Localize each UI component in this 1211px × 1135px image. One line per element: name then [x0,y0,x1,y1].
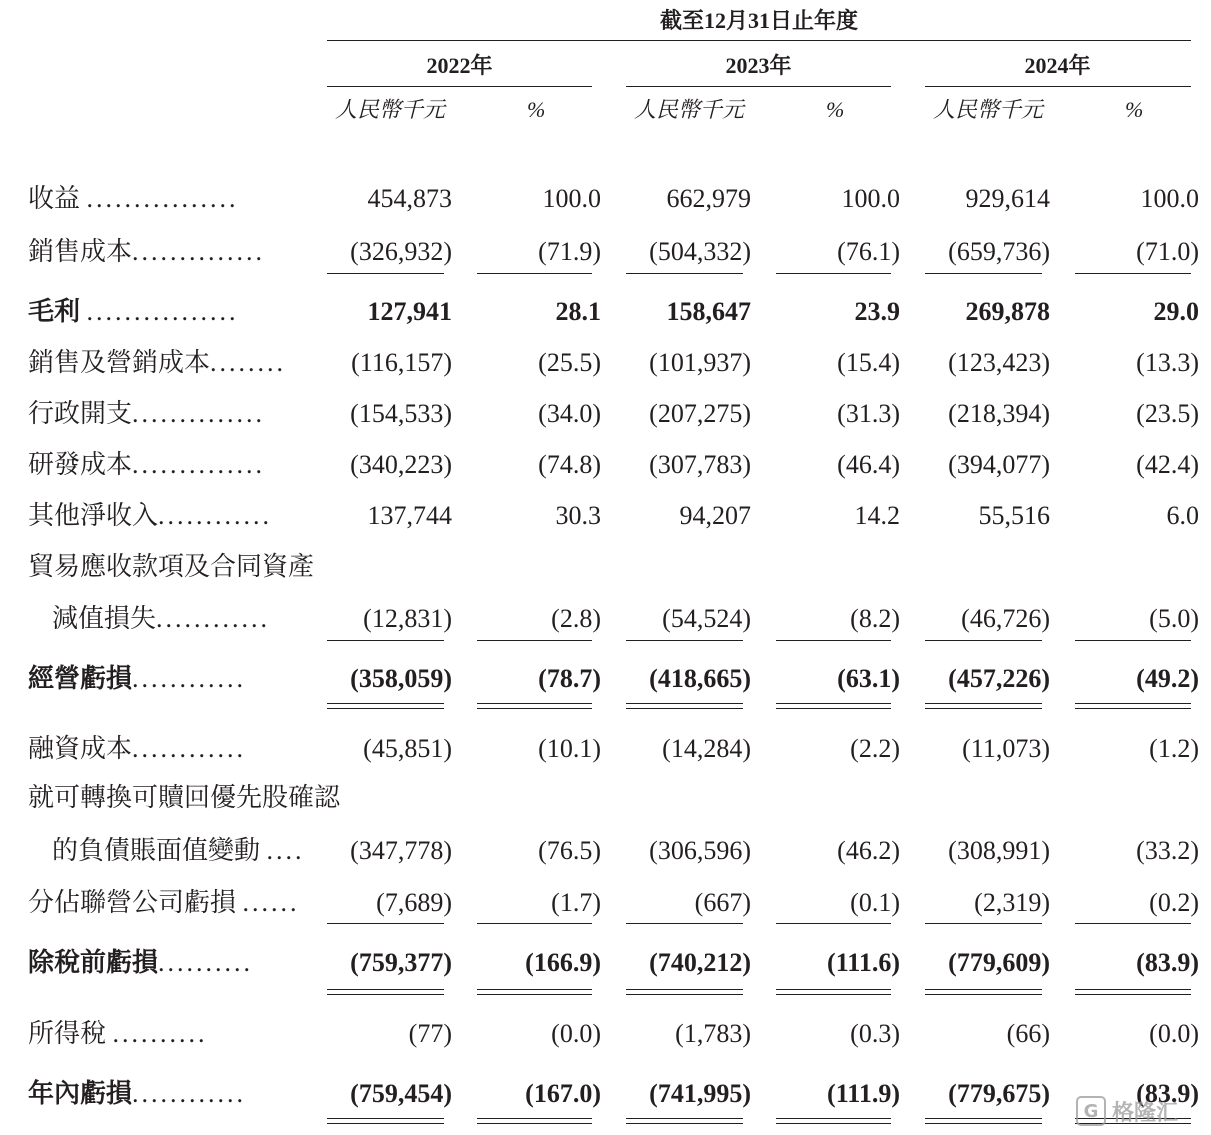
double-underline [327,1118,444,1119]
cell-pct-2023: (0.3) [850,1019,900,1048]
year-rule [327,86,592,87]
single-underline [477,273,592,274]
row-label-cost-of-sales: 銷售成本.............. [28,237,266,266]
cell-rmb-2023: (1,783) [675,1019,751,1048]
cell-pct-2022: (71.9) [538,237,601,266]
cell-rmb-2023: (667) [694,888,751,917]
row-label-preferred-shares-line2: 的負債賬面值變動 .... [52,836,305,865]
single-underline [477,923,592,924]
row-label-share-of-associates: 分佔聯營公司虧損 ...... [28,888,300,917]
cell-pct-2022: 28.1 [555,297,601,326]
double-underline [477,994,592,995]
single-underline [477,640,592,641]
cell-rmb-2024: (123,423) [948,348,1050,377]
double-underline [626,703,743,704]
row-label-impairment-line1: 貿易應收款項及合同資產 [28,552,315,581]
cell-rmb-2022: (358,059) [350,664,452,693]
cell-pct-2024: (23.5) [1136,399,1199,428]
single-underline [925,640,1042,641]
single-underline [1075,273,1191,274]
cell-pct-2022: (166.9) [525,948,601,977]
row-label-other-net-income: 其他淨收入............ [28,501,273,530]
double-underline [776,703,891,704]
double-underline [1075,708,1191,709]
cell-pct-2022: (25.5) [538,348,601,377]
cell-pct-2022: 100.0 [542,184,601,213]
double-underline [626,708,743,709]
watermark-logo-icon: G [1076,1096,1106,1126]
cell-pct-2022: (0.0) [551,1019,601,1048]
double-underline [626,1118,743,1119]
cell-rmb-2023: (741,995) [649,1079,751,1108]
double-underline [327,1123,444,1124]
cell-pct-2022: (2.8) [551,604,601,633]
year-rule [925,86,1191,87]
single-underline [1075,640,1191,641]
cell-pct-2024: 6.0 [1166,501,1199,530]
cell-rmb-2023: (740,212) [649,948,751,977]
cell-rmb-2022: (759,377) [350,948,452,977]
cell-pct-2024: (83.9) [1136,1079,1199,1108]
double-underline [776,708,891,709]
year-2024-heading: 2024年 [1024,53,1091,78]
single-underline [776,923,891,924]
cell-rmb-2022: 137,744 [367,501,452,530]
cell-pct-2023: (76.1) [837,237,900,266]
row-label-finance-costs: 融資成本............ [28,734,247,763]
cell-rmb-2022: (77) [408,1019,452,1048]
cell-pct-2022: (34.0) [538,399,601,428]
cell-rmb-2022: 454,873 [367,184,452,213]
cell-rmb-2023: (306,596) [649,836,751,865]
percent-label: % [1125,97,1144,122]
cell-pct-2024: (71.0) [1136,237,1199,266]
cell-pct-2023: (63.1) [837,664,900,693]
cell-rmb-2023: (101,937) [649,348,751,377]
year-2022-heading: 2022年 [426,53,493,78]
single-underline [626,640,743,641]
cell-rmb-2024: 929,614 [965,184,1050,213]
cell-pct-2023: (111.9) [827,1079,900,1108]
cell-pct-2024: (13.3) [1136,348,1199,377]
row-label-income-tax: 所得稅 .......... [28,1019,208,1048]
double-underline [776,989,891,990]
cell-pct-2024: (0.0) [1149,1019,1199,1048]
double-underline [925,994,1042,995]
double-underline [925,1123,1042,1124]
cell-rmb-2023: 662,979 [666,184,751,213]
double-underline [626,1123,743,1124]
double-underline [776,1118,891,1119]
cell-rmb-2024: (779,609) [948,948,1050,977]
double-underline [925,989,1042,990]
cell-rmb-2023: (54,524) [662,604,751,633]
cell-pct-2022: (74.8) [538,450,601,479]
percent-label: % [527,97,546,122]
double-underline [776,1123,891,1124]
watermark [1076,1094,1206,1128]
cell-rmb-2022: (154,533) [350,399,452,428]
cell-rmb-2023: 94,207 [679,501,751,530]
single-underline [776,640,891,641]
single-underline [626,273,743,274]
cell-pct-2022: 30.3 [555,501,601,530]
cell-rmb-2023: (207,275) [649,399,751,428]
row-label-loss-for-year: 年內虧損............ [28,1079,247,1108]
double-underline [1075,989,1191,990]
double-underline [776,994,891,995]
cell-rmb-2023: 158,647 [666,297,751,326]
percent-label-unit: 人民幣千元 [933,97,1044,122]
row-label-preferred-shares-line1: 就可轉換可贖回優先股確認 [28,783,341,812]
cell-pct-2023: 100.0 [841,184,900,213]
cell-pct-2023: (8.2) [850,604,900,633]
unit-label: 人民幣千元 [335,97,446,122]
cell-rmb-2022: (759,454) [350,1079,452,1108]
double-underline [327,994,444,995]
row-label-revenue: 收益 ................ [28,184,239,213]
period-heading: 截至12月31日止年度 [659,8,858,33]
double-underline [626,989,743,990]
cell-pct-2024: (5.0) [1149,604,1199,633]
cell-pct-2022: (10.1) [538,734,601,763]
cell-rmb-2023: (14,284) [662,734,751,763]
cell-pct-2023: (0.1) [850,888,900,917]
double-underline [1075,994,1191,995]
double-underline [1075,703,1191,704]
cell-rmb-2022: (340,223) [350,450,452,479]
cell-pct-2022: (76.5) [538,836,601,865]
cell-pct-2024: (0.2) [1149,888,1199,917]
double-underline [626,994,743,995]
cell-pct-2024: (83.9) [1136,948,1199,977]
single-underline [925,273,1042,274]
cell-pct-2024: 100.0 [1140,184,1199,213]
cell-rmb-2022: (347,778) [350,836,452,865]
percent-label: % [826,97,845,122]
cell-rmb-2024: (218,394) [948,399,1050,428]
cell-rmb-2024: (11,073) [962,734,1050,763]
cell-pct-2023: 14.2 [854,501,900,530]
double-underline [327,989,444,990]
single-underline [776,273,891,274]
cell-rmb-2024: (308,991) [948,836,1050,865]
single-underline [327,640,444,641]
single-underline [327,923,444,924]
double-underline [477,1118,592,1119]
cell-pct-2022: (1.7) [551,888,601,917]
cell-rmb-2022: (326,932) [350,237,452,266]
cell-pct-2023: (111.6) [827,948,900,977]
single-underline [925,923,1042,924]
cell-rmb-2023: (504,332) [649,237,751,266]
cell-rmb-2024: (2,319) [974,888,1050,917]
row-label-gross-profit: 毛利 ................ [28,297,239,326]
double-underline [477,1123,592,1124]
cell-rmb-2024: (394,077) [948,450,1050,479]
double-underline [477,703,592,704]
cell-rmb-2023: (418,665) [649,664,751,693]
cell-pct-2024: (33.2) [1136,836,1199,865]
cell-pct-2022: (78.7) [538,664,601,693]
single-underline [1075,923,1191,924]
cell-rmb-2024: (66) [1006,1019,1050,1048]
row-label-operating-loss: 經營虧損............ [28,664,247,693]
cell-rmb-2022: (116,157) [351,348,452,377]
cell-pct-2023: (15.4) [837,348,900,377]
cell-pct-2024: 29.0 [1153,297,1199,326]
double-underline [477,708,592,709]
cell-rmb-2022: (7,689) [376,888,452,917]
cell-pct-2023: (2.2) [850,734,900,763]
cell-rmb-2024: (779,675) [948,1079,1050,1108]
cell-pct-2024: (42.4) [1136,450,1199,479]
double-underline [327,708,444,709]
year-2023-heading: 2023年 [725,53,792,78]
cell-pct-2023: (46.2) [837,836,900,865]
double-underline [925,708,1042,709]
cell-rmb-2024: (46,726) [961,604,1050,633]
single-underline [626,923,743,924]
cell-rmb-2022: (45,851) [363,734,452,763]
row-label-loss-before-tax: 除稅前虧損.......... [28,948,254,977]
cell-pct-2024: (49.2) [1136,664,1199,693]
double-underline [477,989,592,990]
single-underline [327,273,444,274]
row-label-selling-marketing: 銷售及營銷成本........ [28,348,287,377]
double-underline [925,1118,1042,1119]
year-rule [626,86,891,87]
cell-rmb-2024: 55,516 [978,501,1050,530]
unit-label: 人民幣千元 [634,97,745,122]
cell-pct-2022: (167.0) [525,1079,601,1108]
cell-rmb-2024: (457,226) [948,664,1050,693]
header-rule [327,40,1191,41]
row-label-rd-costs: 研發成本.............. [28,450,266,479]
cell-rmb-2024: 269,878 [965,297,1050,326]
cell-rmb-2024: (659,736) [948,237,1050,266]
double-underline [327,703,444,704]
cell-rmb-2022: (12,831) [363,604,452,633]
cell-rmb-2022: 127,941 [367,297,452,326]
cell-pct-2023: (46.4) [837,450,900,479]
cell-pct-2023: 23.9 [854,297,900,326]
cell-pct-2023: (31.3) [837,399,900,428]
row-label-impairment-line2: 減值損失............ [52,604,271,633]
watermark-text: 格隆汇 [1112,1100,1179,1126]
row-label-admin-expenses: 行政開支.............. [28,399,266,428]
double-underline [925,703,1042,704]
cell-rmb-2023: (307,783) [649,450,751,479]
cell-pct-2024: (1.2) [1149,734,1199,763]
